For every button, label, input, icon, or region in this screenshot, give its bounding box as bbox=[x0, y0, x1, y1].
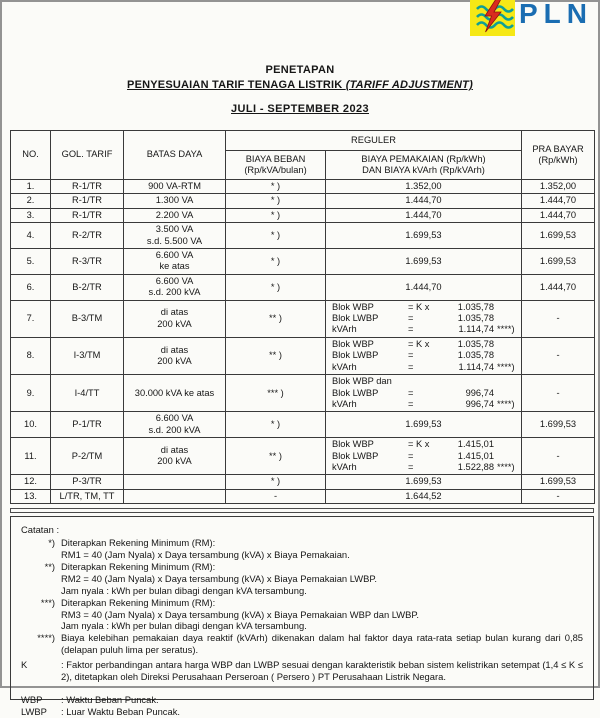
blok-equals bbox=[408, 376, 444, 387]
cell-no: 12. bbox=[11, 475, 51, 489]
notes-list bbox=[21, 537, 583, 656]
batas-daya-line: s.d. 5.500 VA bbox=[146, 235, 203, 246]
cell-no: 4. bbox=[11, 223, 51, 249]
pemakaian-value: 1.699,53 bbox=[405, 255, 442, 266]
blok-suffix bbox=[494, 388, 515, 399]
blok-label: Blok LWBP bbox=[332, 350, 379, 361]
cell-no: 8. bbox=[11, 337, 51, 374]
blok-label: kVArh bbox=[332, 461, 357, 472]
footnote-symbol: **) bbox=[44, 560, 55, 572]
cell-biaya-beban: * ) bbox=[226, 412, 326, 438]
cell-batas-daya bbox=[124, 300, 226, 337]
abbreviation-definition: : Waktu Beban Puncak. bbox=[61, 693, 159, 705]
pln-logo bbox=[470, 0, 593, 36]
cell-no: 10. bbox=[11, 412, 51, 438]
header-gol-tarif: GOL. TARIF bbox=[51, 131, 124, 180]
blok-suffix bbox=[494, 302, 515, 313]
cell-biaya-pemakaian bbox=[326, 180, 522, 194]
batas-daya-line bbox=[126, 491, 223, 502]
cell-biaya-beban: * ) bbox=[226, 180, 326, 194]
header-reguler: REGULER bbox=[226, 131, 522, 151]
k-symbol: K bbox=[21, 659, 28, 671]
cell-biaya-pemakaian bbox=[326, 412, 522, 438]
footnote-symbol: ****) bbox=[37, 632, 55, 644]
blok-value: 1.035,78 bbox=[457, 301, 494, 312]
footnote-line: RM3 = 40 (Jam Nyala) x Daya tersambung (kVA) x Biaya Pemakaian WBP dan LWBP. bbox=[61, 608, 420, 620]
cell-pra-bayar: - bbox=[522, 375, 595, 412]
cell-gol-tarif: R-2/TR bbox=[51, 223, 124, 249]
pemakaian-blok-line bbox=[328, 350, 519, 361]
cell-batas-daya bbox=[124, 337, 226, 374]
cell-biaya-pemakaian bbox=[326, 375, 522, 412]
header-biaya-beban-line2: (Rp/kVA/bulan) bbox=[244, 165, 307, 175]
pemakaian-value: 1.352,00 bbox=[405, 181, 442, 191]
cell-gol-tarif: B-3/TM bbox=[51, 300, 124, 337]
blok-equals: = K x bbox=[408, 439, 430, 450]
footnote-symbol: ***) bbox=[40, 596, 55, 608]
blok-label: kVArh bbox=[332, 361, 357, 372]
cell-biaya-beban: *** ) bbox=[226, 375, 326, 412]
blok-value: 996,74 bbox=[465, 387, 494, 398]
cell-no: 3. bbox=[11, 208, 51, 222]
blok-label: Blok WBP dan bbox=[332, 376, 392, 387]
cell-gol-tarif: R-1/TR bbox=[51, 208, 124, 222]
abbreviation-definition: : Luar Waktu Beban Puncak. bbox=[61, 705, 180, 717]
batas-daya-line: 200 kVA bbox=[157, 355, 192, 366]
abbreviation-term: WBP bbox=[21, 693, 43, 705]
footnote-text bbox=[61, 632, 583, 656]
cell-pra-bayar: 1.444,70 bbox=[522, 194, 595, 208]
cell-batas-daya bbox=[124, 249, 226, 275]
batas-daya-line: di atas bbox=[160, 444, 189, 455]
cell-no: 9. bbox=[11, 375, 51, 412]
title-subtitle-italic: (TARIFF ADJUSTMENT) bbox=[345, 79, 473, 91]
cell-no: 1. bbox=[11, 180, 51, 194]
pemakaian-blok-line bbox=[328, 324, 519, 335]
blok-suffix: ****) bbox=[497, 324, 515, 335]
footnote-text bbox=[61, 537, 583, 561]
footnote-line: Diterapkan Rekening Minimum (RM): bbox=[61, 537, 216, 549]
blok-suffix bbox=[494, 376, 515, 387]
tariff-rows bbox=[11, 180, 595, 504]
title-penetapan: PENETAPAN bbox=[265, 64, 335, 76]
table-row bbox=[11, 180, 595, 194]
cell-no: 2. bbox=[11, 194, 51, 208]
pln-logo-icon bbox=[470, 0, 515, 36]
footnote-text bbox=[61, 597, 583, 633]
cell-biaya-beban: * ) bbox=[226, 194, 326, 208]
blok-label: Blok WBP bbox=[332, 301, 374, 312]
blok-value: 1.415,01 bbox=[457, 439, 494, 450]
cell-gol-tarif: P-1/TR bbox=[51, 412, 124, 438]
table-row bbox=[11, 208, 595, 222]
table-row bbox=[11, 375, 595, 412]
cell-biaya-pemakaian bbox=[326, 300, 522, 337]
blok-value: 1.415,01 bbox=[457, 450, 494, 461]
pemakaian-blok-line bbox=[328, 388, 519, 399]
pemakaian-blok-line bbox=[328, 302, 519, 313]
cell-biaya-beban: * ) bbox=[226, 274, 326, 300]
abbreviation-row bbox=[21, 694, 583, 706]
blok-equals: = bbox=[408, 324, 414, 335]
blok-suffix bbox=[494, 451, 515, 462]
cell-biaya-pemakaian bbox=[326, 208, 522, 222]
blok-suffix: ****) bbox=[497, 361, 515, 372]
batas-daya-line: s.d. 200 kVA bbox=[148, 287, 201, 298]
cell-pra-bayar: 1.699,53 bbox=[522, 223, 595, 249]
header-no: NO. bbox=[11, 131, 51, 180]
cell-biaya-pemakaian bbox=[326, 337, 522, 374]
batas-daya-line: 900 VA-RTM bbox=[148, 181, 201, 191]
cell-gol-tarif: R-3/TR bbox=[51, 249, 124, 275]
table-row bbox=[11, 489, 595, 503]
cell-pra-bayar: - bbox=[522, 489, 595, 503]
blok-value: 1.035,78 bbox=[457, 350, 494, 361]
blok-label: Blok WBP bbox=[332, 439, 374, 450]
cell-gol-tarif: R-1/TR bbox=[51, 194, 124, 208]
blok-value: 996,74 bbox=[465, 398, 494, 409]
cell-gol-tarif: R-1/TR bbox=[51, 180, 124, 194]
cell-batas-daya bbox=[124, 438, 226, 475]
header-biaya-pemakaian-line1: BIAYA PEMAKAIAN (Rp/kWh) bbox=[361, 153, 486, 164]
blok-label: Blok WBP bbox=[332, 338, 374, 349]
batas-daya-line: 1.300 VA bbox=[155, 195, 194, 206]
footnote-text bbox=[61, 561, 583, 597]
blok-equals: = bbox=[408, 350, 414, 361]
blok-suffix bbox=[494, 339, 515, 350]
table-row bbox=[11, 223, 595, 249]
cell-batas-daya bbox=[124, 489, 226, 503]
table-row bbox=[11, 412, 595, 438]
pemakaian-value: 1.699,53 bbox=[405, 229, 442, 240]
blok-label: kVArh bbox=[332, 398, 357, 409]
header-biaya-pemakaian-line2: DAN BIAYA kVArh (Rp/kVArh) bbox=[362, 165, 485, 175]
cell-pra-bayar: 1.699,53 bbox=[522, 475, 595, 489]
batas-daya-line: 200 kVA bbox=[157, 456, 192, 467]
cell-pra-bayar: 1.444,70 bbox=[522, 208, 595, 222]
blok-label: Blok LWBP bbox=[332, 450, 379, 461]
header-batas-daya: BATAS DAYA bbox=[124, 131, 226, 180]
cell-batas-daya bbox=[124, 475, 226, 489]
cell-gol-tarif: P-2/TM bbox=[51, 438, 124, 475]
cell-no: 7. bbox=[11, 300, 51, 337]
cell-pra-bayar: 1.699,53 bbox=[522, 412, 595, 438]
blok-suffix: ****) bbox=[497, 398, 515, 409]
pemakaian-blok-line bbox=[328, 362, 519, 373]
cell-pra-bayar: 1.352,00 bbox=[522, 180, 595, 194]
pemakaian-blok-line bbox=[328, 376, 519, 387]
abbreviation-term: LWBP bbox=[21, 705, 47, 717]
pemakaian-blok-line bbox=[328, 399, 519, 410]
blok-equals: = bbox=[408, 398, 414, 409]
blok-suffix: ****) bbox=[497, 461, 515, 472]
batas-daya-line: 6.600 VA bbox=[155, 275, 194, 286]
blok-suffix bbox=[494, 439, 515, 450]
cell-batas-daya bbox=[124, 194, 226, 208]
blok-equals: = bbox=[408, 450, 414, 461]
header-biaya-beban bbox=[226, 151, 326, 180]
title-subtitle bbox=[2, 79, 598, 91]
blok-suffix bbox=[494, 313, 515, 324]
pemakaian-blok-line bbox=[328, 462, 519, 473]
cell-biaya-beban: * ) bbox=[226, 223, 326, 249]
batas-daya-line: 6.600 VA bbox=[155, 250, 194, 261]
footnote-line: Diterapkan Rekening Minimum (RM): bbox=[61, 560, 216, 572]
footnote-line: Biaya kelebihan pemakaian daya reaktif (kVArh) dikenakan dalam hal faktor daya rata-rata setiap bulan kurang dari 0,85 (delapan puluh lima per seratus). bbox=[61, 632, 583, 656]
cell-gol-tarif: I-4/TT bbox=[51, 375, 124, 412]
batas-daya-line: s.d. 200 kVA bbox=[148, 424, 201, 435]
abbreviation-row bbox=[21, 706, 583, 718]
blok-value: 1.114,74 bbox=[458, 361, 494, 372]
cell-no: 5. bbox=[11, 249, 51, 275]
footnote-symbol: *) bbox=[48, 537, 55, 549]
pemakaian-blok-line bbox=[328, 313, 519, 324]
header-biaya-beban-line1: BIAYA BEBAN bbox=[245, 153, 306, 164]
pemakaian-value: 1.699,53 bbox=[405, 419, 442, 430]
cell-gol-tarif: B-2/TR bbox=[51, 274, 124, 300]
cell-biaya-pemakaian bbox=[326, 489, 522, 503]
cell-biaya-beban: * ) bbox=[226, 208, 326, 222]
pemakaian-blok-line bbox=[328, 439, 519, 450]
cell-gol-tarif: L/TR, TM, TT bbox=[51, 489, 124, 503]
table-row bbox=[11, 274, 595, 300]
cell-pra-bayar: 1.444,70 bbox=[522, 274, 595, 300]
pemakaian-value: 1.644,52 bbox=[405, 490, 442, 501]
cell-biaya-pemakaian bbox=[326, 475, 522, 489]
title-period: JULI - SEPTEMBER 2023 bbox=[231, 103, 369, 115]
blok-value: 1.035,78 bbox=[457, 313, 494, 324]
batas-daya-line: 6.600 VA bbox=[155, 413, 194, 424]
cell-biaya-beban: ** ) bbox=[226, 337, 326, 374]
header-pra-bayar bbox=[522, 131, 595, 180]
footnote-line: Jam nyala : kWh per bulan dibagi dengan kVA tersambung. bbox=[61, 620, 307, 632]
batas-daya-line bbox=[126, 476, 223, 487]
document-title-block bbox=[2, 64, 598, 115]
blok-equals: = bbox=[408, 361, 414, 372]
cell-biaya-beban: ** ) bbox=[226, 438, 326, 475]
cell-batas-daya bbox=[124, 208, 226, 222]
k-factor-note bbox=[21, 659, 583, 683]
tariff-table bbox=[10, 130, 595, 504]
footnote bbox=[21, 597, 583, 633]
blok-value: 1.522,88 bbox=[457, 461, 494, 472]
blok-label: Blok LWBP bbox=[332, 387, 379, 398]
cell-batas-daya bbox=[124, 223, 226, 249]
pemakaian-value: 1.444,70 bbox=[405, 195, 442, 206]
batas-daya-line: 2.200 VA bbox=[155, 209, 194, 220]
table-row bbox=[11, 194, 595, 208]
footnote bbox=[21, 537, 583, 561]
k-text: : Faktor perbandingan antara harga WBP dan LWBP sesuai dengan karakteristik beban sistem kelistrikan setempat (1,4 ≤ K ≤ 2), ditetapkan oleh Direksi Perusahaan Perseroan ( Persero ) PT Perusahaan Listrik Negara. bbox=[61, 659, 583, 683]
footnote-line: RM2 = 40 (Jam Nyala) x Daya tersambung (kVA) x Biaya Pemakaian LWBP. bbox=[61, 572, 378, 584]
cell-pra-bayar: - bbox=[522, 300, 595, 337]
cell-batas-daya bbox=[124, 412, 226, 438]
cell-batas-daya bbox=[124, 274, 226, 300]
cell-gol-tarif: P-3/TR bbox=[51, 475, 124, 489]
footnote-line: Jam nyala : kWh per bulan dibagi dengan kVA tersambung. bbox=[61, 584, 307, 596]
cell-biaya-pemakaian bbox=[326, 438, 522, 475]
pemakaian-value: 1.444,70 bbox=[405, 281, 442, 292]
abbreviations-block bbox=[21, 694, 583, 718]
cell-pra-bayar: - bbox=[522, 337, 595, 374]
cell-no: 13. bbox=[11, 489, 51, 503]
footnote-line: RM1 = 40 (Jam Nyala) x Daya tersambung (kVA) x Biaya Pemakaian. bbox=[61, 548, 350, 560]
header-biaya-pemakaian bbox=[326, 151, 522, 180]
blok-value bbox=[444, 376, 494, 387]
header-pra-bayar-line2: (Rp/kWh) bbox=[538, 155, 578, 165]
blok-label: Blok LWBP bbox=[332, 313, 379, 324]
notes-heading: Catatan : bbox=[21, 524, 60, 536]
cell-biaya-pemakaian bbox=[326, 194, 522, 208]
footnote bbox=[21, 561, 583, 597]
batas-daya-line: 3.500 VA bbox=[155, 224, 194, 235]
blok-equals: = bbox=[408, 387, 414, 398]
cell-pra-bayar: 1.699,53 bbox=[522, 249, 595, 275]
blok-suffix bbox=[494, 350, 515, 361]
cell-biaya-beban: - bbox=[226, 489, 326, 503]
table-row bbox=[11, 475, 595, 489]
blok-equals: = K x bbox=[408, 301, 430, 312]
footnote-line: Diterapkan Rekening Minimum (RM): bbox=[61, 596, 216, 608]
title-subtitle-main: PENYESUAIAN TARIF TENAGA LISTRIK bbox=[127, 79, 346, 91]
cell-biaya-beban: * ) bbox=[226, 249, 326, 275]
notes-box bbox=[10, 516, 594, 717]
cell-gol-tarif: I-3/TM bbox=[51, 337, 124, 374]
blok-equals: = bbox=[408, 461, 414, 472]
cell-biaya-beban: ** ) bbox=[226, 300, 326, 337]
blok-label: kVArh bbox=[332, 324, 357, 335]
batas-daya-line: 200 kVA bbox=[157, 318, 192, 329]
cell-no: 11. bbox=[11, 438, 51, 475]
footnote bbox=[21, 632, 583, 656]
blok-value: 1.035,78 bbox=[457, 338, 494, 349]
cell-biaya-pemakaian bbox=[326, 223, 522, 249]
batas-daya-line: di atas bbox=[160, 307, 189, 318]
header-pra-bayar-line1: PRA BAYAR bbox=[532, 143, 584, 154]
table-row bbox=[11, 337, 595, 374]
table-row bbox=[11, 249, 595, 275]
cell-biaya-pemakaian bbox=[326, 249, 522, 275]
cell-no: 6. bbox=[11, 274, 51, 300]
pemakaian-blok-line bbox=[328, 451, 519, 462]
batas-daya-line: 30.000 kVA ke atas bbox=[134, 387, 215, 398]
table-bottom-strip bbox=[10, 508, 594, 513]
cell-biaya-beban: * ) bbox=[226, 475, 326, 489]
pemakaian-blok-line bbox=[328, 339, 519, 350]
table-row bbox=[11, 300, 595, 337]
blok-equals: = K x bbox=[408, 338, 430, 349]
pemakaian-value: 1.444,70 bbox=[405, 209, 442, 220]
blok-value: 1.114,74 bbox=[458, 324, 494, 335]
cell-biaya-pemakaian bbox=[326, 274, 522, 300]
cell-batas-daya bbox=[124, 180, 226, 194]
tariff-table-header bbox=[11, 131, 595, 180]
cell-batas-daya bbox=[124, 375, 226, 412]
blok-equals: = bbox=[408, 313, 414, 324]
pln-brand-text: PLN bbox=[519, 0, 593, 29]
pemakaian-value: 1.699,53 bbox=[405, 476, 442, 487]
cell-pra-bayar: - bbox=[522, 438, 595, 475]
table-row bbox=[11, 438, 595, 475]
batas-daya-line: di atas bbox=[160, 344, 189, 355]
batas-daya-line: ke atas bbox=[159, 261, 190, 272]
